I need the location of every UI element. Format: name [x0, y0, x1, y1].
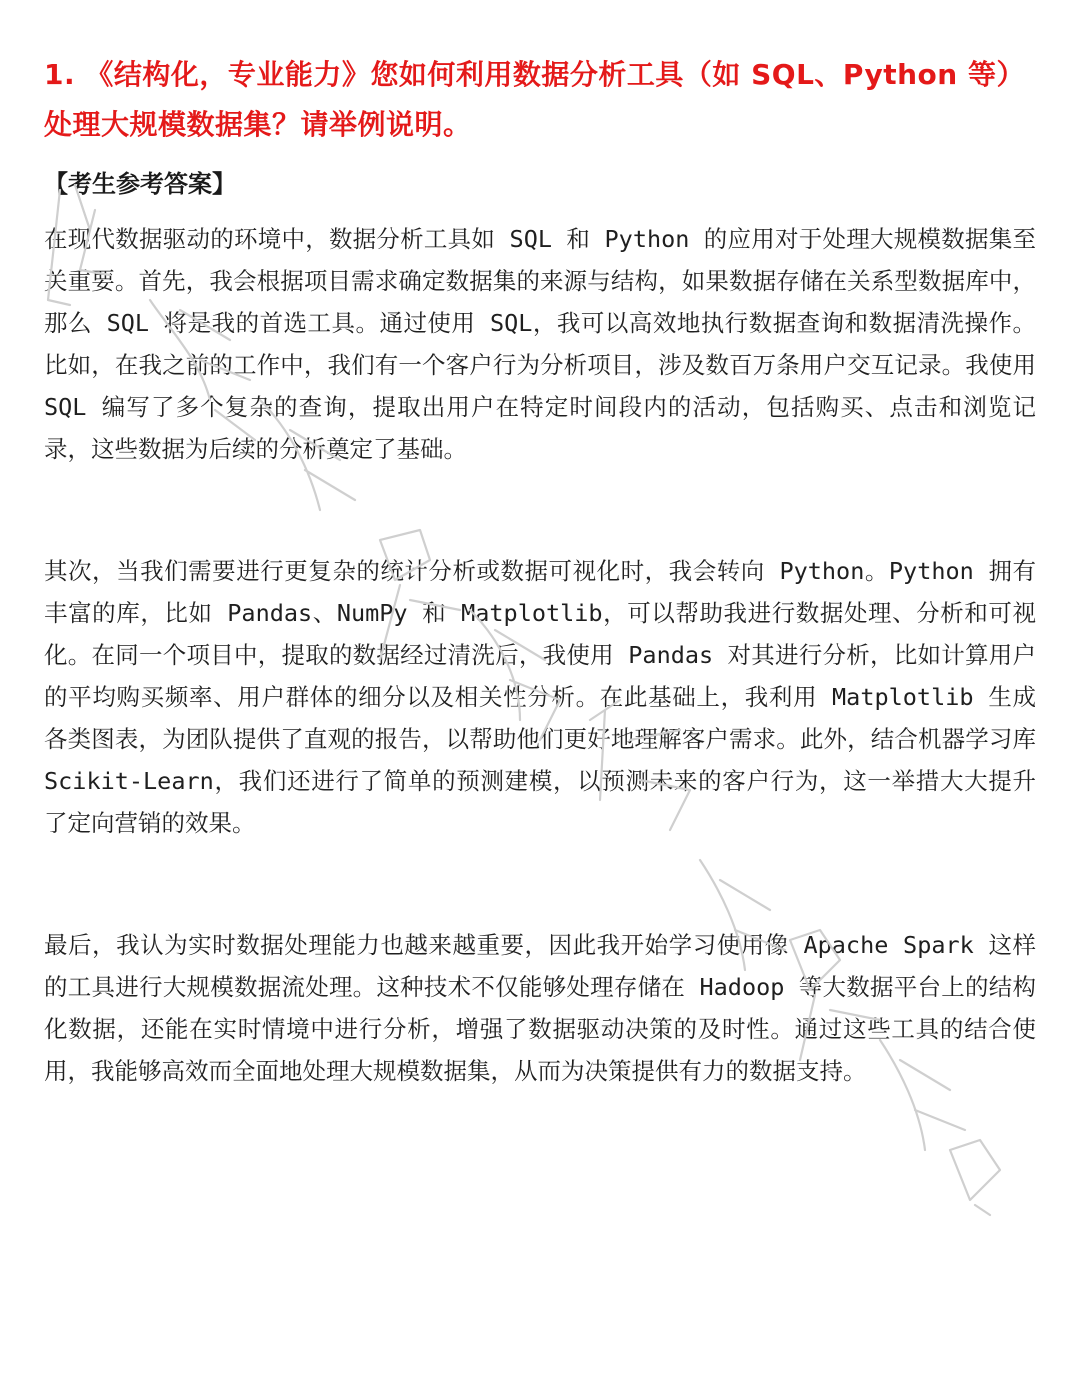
document-page	[44, 50, 1036, 1092]
answer-paragraph-2: 其次，当我们需要进行更复杂的统计分析或数据可视化时，我会转向 Python。Python 拥有丰富的库，比如 Pandas、NumPy 和 Matplotlib，可以帮助我进行数据处理、分析和可视化。在同一个项目中，提取的数据经过清洗后，我使用 Pandas 对其进行分析，比如计算用户的平均购买频率、用户群体的细分以及相关性分析。在此基础上，我利用 Matplotlib 生成各类图表，为团队提供了直观的报告，以帮助他们更好地理解客户需求。此外，结合机器学习库 Scikit-Learn，我们还进行了简单的预测建模，以预测未来的客户行为，这一举措大大提升了定向营销的效果。	[44, 557, 1036, 837]
answer-paragraph-3: 最后，我认为实时数据处理能力也越来越重要，因此我开始学习使用像 Apache Spark 这样的工具进行大规模数据流处理。这种技术不仅能够处理存储在 Hadoop 等大数据平台上的结构化数据，还能在实时情境中进行分析，增强了数据驱动决策的及时性。通过这些工具的结合使用，我能够高效而全面地处理大规模数据集，从而为决策提供有力的数据支持。	[44, 931, 1036, 1085]
answer-paragraph-1: 在现代数据驱动的环境中，数据分析工具如 SQL 和 Python 的应用对于处理大规模数据集至关重要。首先，我会根据项目需求确定数据集的来源与结构，如果数据存储在关系型数据库中，那么 SQL 将是我的首选工具。通过使用 SQL，我可以高效地执行数据查询和数据清洗操作。比如，在我之前的工作中，我们有一个客户行为分析项目，涉及数百万条用户交互记录。我使用 SQL 编写了多个复杂的查询，提取出用户在特定时间段内的活动，包括购买、点击和浏览记录，这些数据为后续的分析奠定了基础。	[44, 225, 1036, 463]
answer-label: 【考生参考答案】	[44, 170, 236, 198]
question-title: 1. 《结构化，专业能力》您如何利用数据分析工具（如 SQL、Python 等）处理大规模数据集？请举例说明。	[44, 58, 1025, 141]
